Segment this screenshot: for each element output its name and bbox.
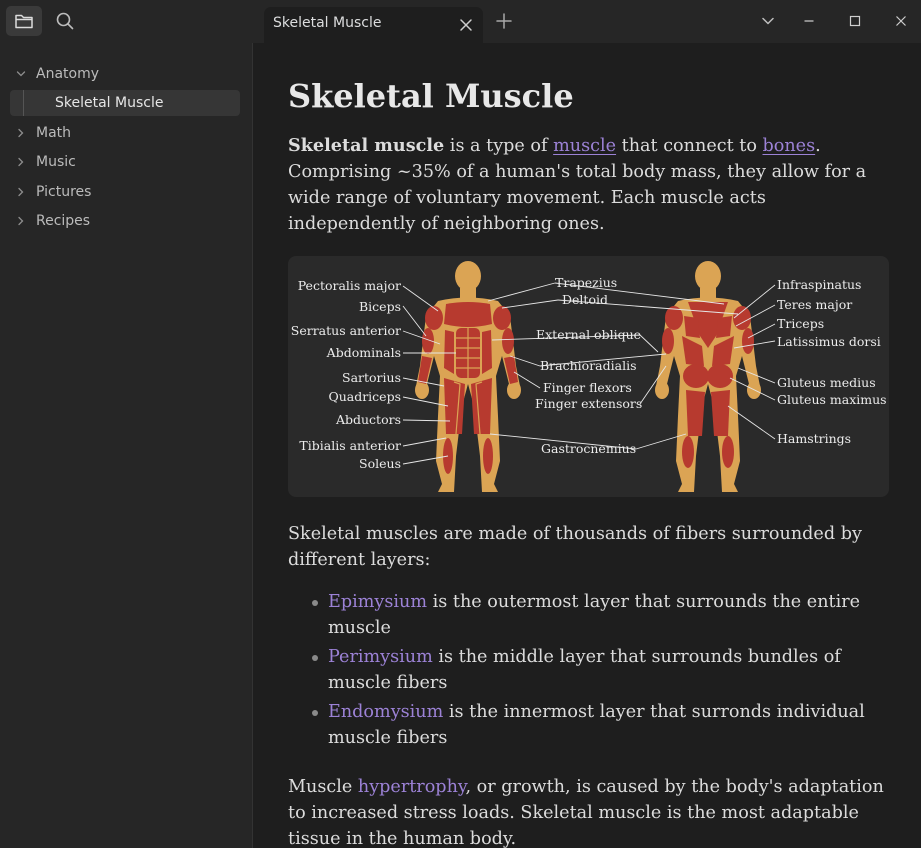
label-quadriceps: Quadriceps [328, 389, 401, 404]
text: , or growth, is caused by the body's adaptation to increased stress loads. Skeletal muscle is the most adaptable tissue in the human body. [288, 777, 884, 848]
label-finger-extensors: Finger extensors [535, 396, 643, 411]
text: that connect to [616, 136, 763, 156]
list-item [288, 699, 888, 751]
sidebar-item-anatomy[interactable] [10, 61, 240, 87]
sidebar-item-recipes[interactable] [10, 208, 240, 234]
maximize-button[interactable] [844, 10, 866, 32]
link-muscle[interactable]: muscle [553, 136, 617, 156]
chevron-right-icon [16, 128, 26, 138]
label-gastrocnemius: Gastrocnemius [541, 441, 637, 456]
sidebar [0, 43, 253, 848]
label-gluteus-maximus: Gluteus maximus [777, 392, 887, 407]
list-item [288, 589, 888, 641]
label-latissimus-dorsi: Latissimus dorsi [777, 334, 881, 349]
close-icon [459, 18, 473, 32]
indent-guide [23, 90, 24, 116]
front-body-figure [415, 261, 521, 492]
chevron-right-icon [16, 187, 26, 197]
sidebar-item-label: Anatomy [36, 66, 100, 82]
text: . Comprising ~35% of a human's total body mass, they allow for a wide range of voluntary movement. Each muscle acts independently of neighboring ones. [288, 136, 867, 234]
sidebar-item-skeletal-muscle[interactable] [10, 90, 240, 116]
tab-skeletal-muscle[interactable] [264, 7, 483, 43]
sidebar-item-music[interactable] [10, 149, 240, 175]
muscle-diagram-svg [288, 256, 889, 497]
layers-intro-paragraph: Skeletal muscles are made of thousands of fibers surrounded by different layers: [288, 524, 862, 570]
sidebar-item-math[interactable] [10, 120, 240, 146]
label-biceps: Biceps [359, 299, 401, 314]
bullet [312, 600, 318, 606]
chevron-down-icon [16, 69, 26, 79]
sidebar-item-label: Recipes [36, 213, 91, 229]
tab-list-button[interactable] [757, 10, 779, 32]
minimize-button[interactable] [798, 10, 820, 32]
label-gluteus-medius: Gluteus medius [777, 375, 876, 390]
label-tibialis-anterior: Tibialis anterior [299, 438, 401, 453]
label-pectoralis-major: Pectoralis major [297, 278, 401, 293]
text: is a type of [444, 136, 554, 156]
folder-icon [14, 12, 34, 30]
label-hamstrings: Hamstrings [777, 431, 852, 446]
file-explorer-button[interactable] [6, 6, 42, 36]
tab-close-button[interactable] [457, 16, 475, 34]
note-view[interactable] [253, 43, 921, 848]
text: is the middle layer that surrounds bundles of muscle fibers [328, 647, 841, 693]
search-button[interactable] [47, 6, 83, 36]
bullet [312, 655, 318, 661]
text: is the outermost layer that surrounds the entire muscle [328, 592, 861, 638]
maximize-icon [849, 15, 861, 27]
label-soleus: Soleus [359, 456, 401, 471]
sidebar-item-label: Music [36, 154, 76, 170]
label-infraspinatus: Infraspinatus [777, 277, 862, 292]
label-serratus-anterior: Serratus anterior [290, 323, 401, 338]
label-deltoid: Deltoid [562, 292, 608, 307]
page-title: Skeletal Muscle [288, 77, 574, 115]
link-endomysium[interactable]: Endomysium [328, 702, 444, 722]
link-perimysium[interactable]: Perimysium [328, 647, 433, 667]
tab-title: Skeletal Muscle [273, 15, 382, 31]
sidebar-item-label: Math [36, 125, 72, 141]
plus-icon [496, 13, 512, 29]
chevron-right-icon [16, 157, 26, 167]
sidebar-item-pictures[interactable] [10, 179, 240, 205]
label-teres-major: Teres major [777, 297, 853, 312]
title-bar [0, 0, 921, 43]
label-abductors: Abductors [335, 412, 401, 427]
link-epimysium[interactable]: Epimysium [328, 592, 428, 612]
label-trapezius: Trapezius [555, 275, 618, 290]
label-brachioradialis: Brachioradialis [540, 358, 637, 373]
intro-paragraph [288, 133, 888, 237]
link-hypertrophy[interactable]: hypertrophy [357, 777, 466, 797]
label-sartorius: Sartorius [342, 370, 401, 385]
minimize-icon [803, 15, 815, 27]
bullet [312, 710, 318, 716]
back-body-figure [655, 261, 761, 492]
text: is the innermost layer that surronds individual muscle fibers [328, 702, 865, 748]
label-external-oblique: External oblique [536, 327, 642, 342]
label-triceps: Triceps [777, 316, 825, 331]
new-tab-button[interactable] [493, 10, 515, 32]
chevron-right-icon [16, 216, 26, 226]
text: Muscle [288, 777, 358, 797]
hypertrophy-paragraph [288, 774, 888, 848]
label-finger-flexors: Finger flexors [543, 380, 632, 395]
window-close-button[interactable] [890, 10, 912, 32]
muscle-diagram [288, 256, 889, 497]
sidebar-item-label: Skeletal Muscle [55, 95, 164, 111]
search-icon [55, 11, 75, 31]
bold-term: Skeletal muscle [288, 135, 445, 156]
close-icon [895, 15, 907, 27]
list-item [288, 644, 888, 696]
chevron-down-icon [761, 14, 775, 28]
link-bones[interactable]: bones [762, 136, 816, 156]
label-abdominals: Abdominals [326, 345, 401, 360]
sidebar-item-label: Pictures [36, 184, 92, 200]
layers-list [288, 589, 888, 754]
